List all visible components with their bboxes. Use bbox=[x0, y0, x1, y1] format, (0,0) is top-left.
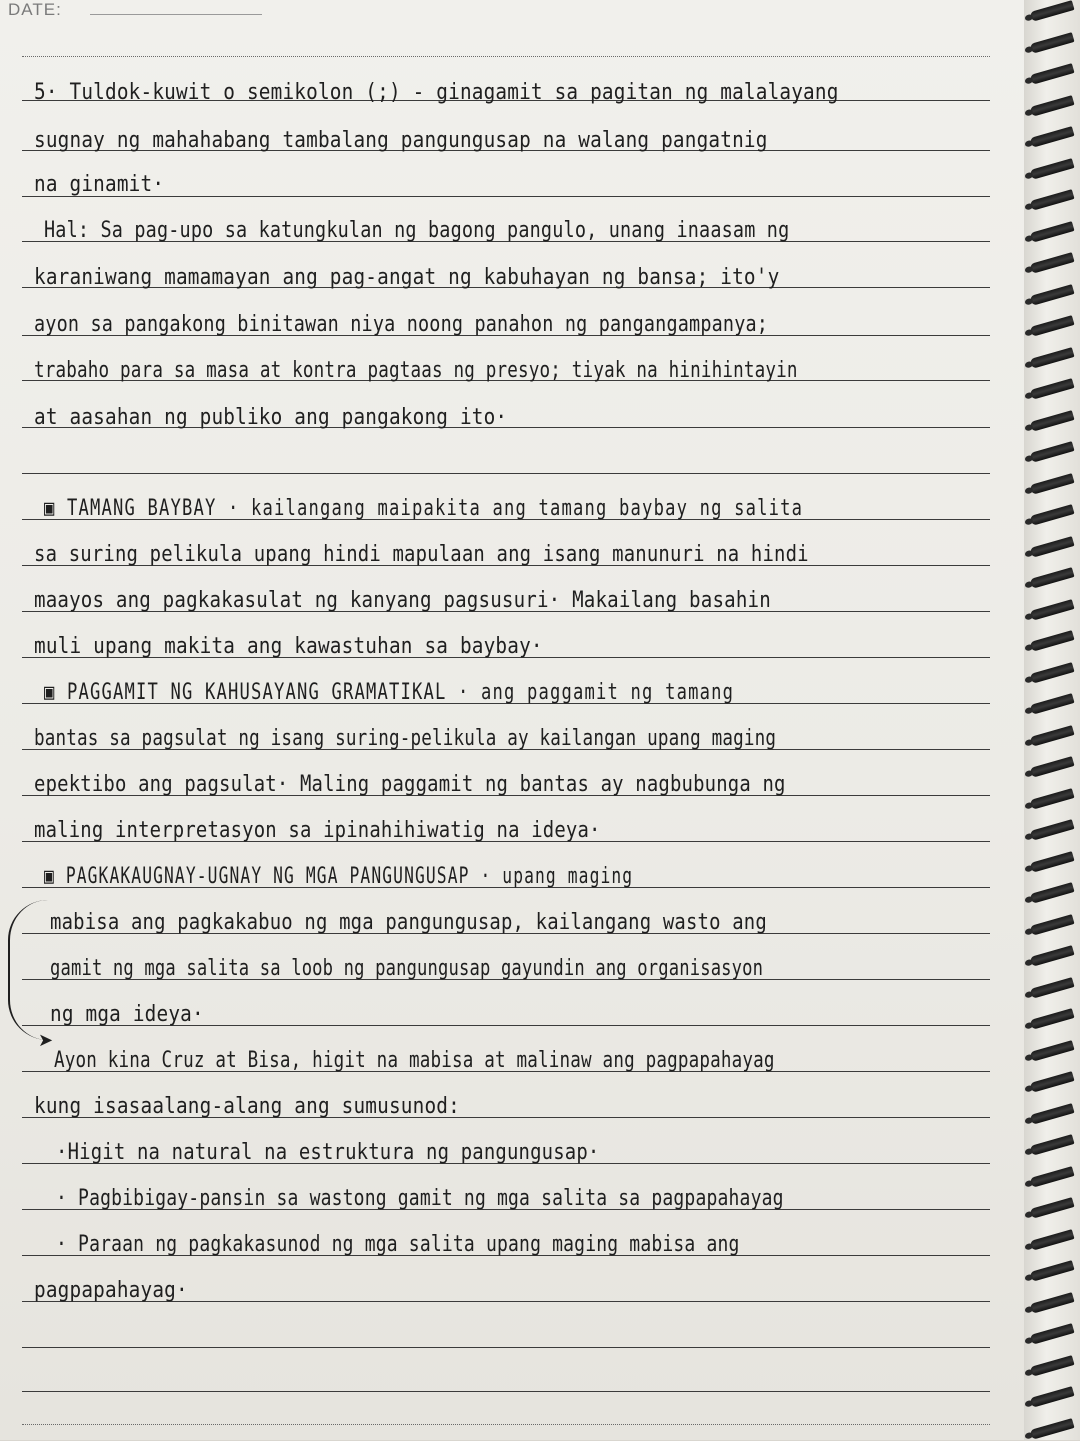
spiral-coil bbox=[1029, 851, 1074, 873]
section-heading-paggamit: ▣ PAGGAMIT NG KAHUSAYANG GRAMATIKAL · ang paggamit ng tamang bbox=[44, 680, 735, 705]
date-label: DATE: bbox=[8, 0, 62, 19]
spiral-coil bbox=[1029, 914, 1074, 936]
section-heading-pagkakaugnay: ▣ PAGKAKAUGNAY-UGNAY NG MGA PANGUNGUSAP · upang maging bbox=[44, 864, 634, 889]
spiral-coil bbox=[1029, 504, 1074, 526]
spiral-coil bbox=[1029, 189, 1074, 211]
ruled-line bbox=[22, 1347, 990, 1348]
spiral-coil bbox=[1029, 1166, 1074, 1188]
spiral-coil bbox=[1029, 1323, 1074, 1345]
handwritten-line: kung isasaalang-alang ang sumusunod: bbox=[34, 1094, 460, 1119]
spiral-coil bbox=[1029, 1260, 1074, 1282]
spiral-coil bbox=[1029, 0, 1074, 22]
spiral-coil bbox=[1029, 221, 1074, 243]
handwritten-line: ayon sa pangakong binitawan niya noong panahon ng pangangampanya; bbox=[34, 312, 769, 337]
spiral-coil bbox=[1029, 882, 1074, 904]
spiral-coil bbox=[1029, 1008, 1074, 1030]
spiral-coil bbox=[1029, 1355, 1074, 1377]
spiral-coil bbox=[1029, 599, 1074, 621]
spiral-coil bbox=[1029, 756, 1074, 778]
spiral-coil bbox=[1029, 378, 1074, 400]
bullet-item: · Pagbibigay-pansin sa wastong gamit ng mga salita sa pagpapahayag bbox=[56, 1186, 784, 1211]
handwritten-line: at aasahan ng publiko ang pangakong ito· bbox=[34, 405, 508, 430]
spiral-coil bbox=[1029, 788, 1074, 810]
handwritten-line: na ginamit· bbox=[34, 172, 165, 197]
spiral-coil bbox=[1029, 158, 1074, 180]
spiral-coil bbox=[1029, 1197, 1074, 1219]
handwritten-line: maling interpretasyon sa ipinahihiwatig na ideya· bbox=[34, 818, 601, 843]
date-underline bbox=[90, 14, 262, 15]
spiral-coil bbox=[1029, 1386, 1074, 1408]
spiral-coil bbox=[1029, 441, 1074, 463]
section-heading-tamang-baybay: ▣ TAMANG BAYBAY · kailangang maipakita ang tamang baybay ng salita bbox=[44, 496, 804, 521]
spiral-coil bbox=[1029, 1292, 1074, 1314]
ruled-line bbox=[22, 1391, 990, 1392]
spiral-coil bbox=[1029, 630, 1074, 652]
spiral-coil bbox=[1029, 95, 1074, 117]
ruled-line bbox=[22, 473, 990, 474]
spiral-coil bbox=[1029, 126, 1074, 148]
handwritten-line: sa suring pelikula upang hindi mapulaan ang isang manunuri na hindi bbox=[34, 542, 809, 567]
spiral-coil bbox=[1029, 945, 1074, 967]
handwritten-line: mabisa ang pagkakabuo ng mga pangungusap, kailangang wasto ang bbox=[50, 910, 767, 935]
spiral-coil bbox=[1029, 473, 1074, 495]
handwritten-line: Ayon kina Cruz at Bisa, higit na mabisa at malinaw ang pagpapahayag bbox=[54, 1048, 775, 1073]
spiral-coil bbox=[1029, 284, 1074, 306]
handwritten-line: Hal: Sa pag-upo sa katungkulan ng bagong pangulo, unang inaasam ng bbox=[44, 218, 790, 243]
spiral-binding bbox=[1024, 0, 1080, 1440]
spiral-coil bbox=[1029, 1418, 1074, 1440]
ruled-line bbox=[22, 196, 990, 197]
spiral-coil bbox=[1029, 567, 1074, 589]
spiral-coil bbox=[1029, 32, 1074, 54]
spiral-coil bbox=[1029, 63, 1074, 85]
spiral-coil bbox=[1029, 1229, 1074, 1251]
spiral-coil bbox=[1029, 536, 1074, 558]
handwritten-line: maayos ang pagkakasulat ng kanyang pagsusuri· Makailang basahin bbox=[34, 588, 771, 613]
spiral-coil bbox=[1029, 693, 1074, 715]
spiral-coil bbox=[1029, 410, 1074, 432]
spiral-coil bbox=[1029, 347, 1074, 369]
spiral-coil bbox=[1029, 725, 1074, 747]
handwritten-line: pagpapahayag· bbox=[34, 1278, 188, 1303]
handwritten-line: gamit ng mga salita sa loob ng pangungusap gayundin ang organisasyon bbox=[50, 956, 764, 981]
handwritten-line: muli upang makita ang kawastuhan sa baybay· bbox=[34, 634, 543, 659]
handwritten-line: 5· Tuldok-kuwit o semikolon (;) - ginagamit sa pagitan ng malalayang bbox=[34, 80, 839, 105]
spiral-coil bbox=[1029, 252, 1074, 274]
spiral-coil bbox=[1029, 1040, 1074, 1062]
spiral-coil bbox=[1029, 315, 1074, 337]
spiral-coil bbox=[1029, 977, 1074, 999]
bracket-mark bbox=[8, 900, 50, 1040]
spiral-coil bbox=[1029, 1134, 1074, 1156]
handwritten-line: karaniwang mamamayan ang pag-angat ng kabuhayan ng bansa; ito'y bbox=[34, 265, 780, 290]
spiral-coil bbox=[1029, 1103, 1074, 1125]
handwritten-line: trabaho para sa masa at kontra pagtaas ng presyo; tiyak na hinihintayin bbox=[34, 358, 798, 383]
bullet-item: · Paraan ng pagkakasunod ng mga salita upang maging mabisa ang bbox=[56, 1232, 740, 1257]
handwritten-line: bantas sa pagsulat ng isang suring-pelikula ay kailangan upang maging bbox=[34, 726, 777, 751]
spiral-coil bbox=[1029, 1071, 1074, 1093]
handwritten-line: epektibo ang pagsulat· Maling paggamit ng bantas ay nagbubunga ng bbox=[34, 772, 786, 797]
bullet-item: ·Higit na natural na estruktura ng pangungusap· bbox=[56, 1140, 600, 1165]
ruled-line bbox=[22, 56, 990, 57]
spiral-coil bbox=[1029, 819, 1074, 841]
arrow-icon: ➤ bbox=[38, 1030, 54, 1051]
handwritten-line: ng mga ideya· bbox=[50, 1002, 204, 1027]
ruled-line bbox=[22, 1424, 990, 1425]
spiral-coil bbox=[1029, 662, 1074, 684]
handwritten-line: sugnay ng mahahabang tambalang pangungusap na walang pangatnig bbox=[34, 128, 768, 153]
